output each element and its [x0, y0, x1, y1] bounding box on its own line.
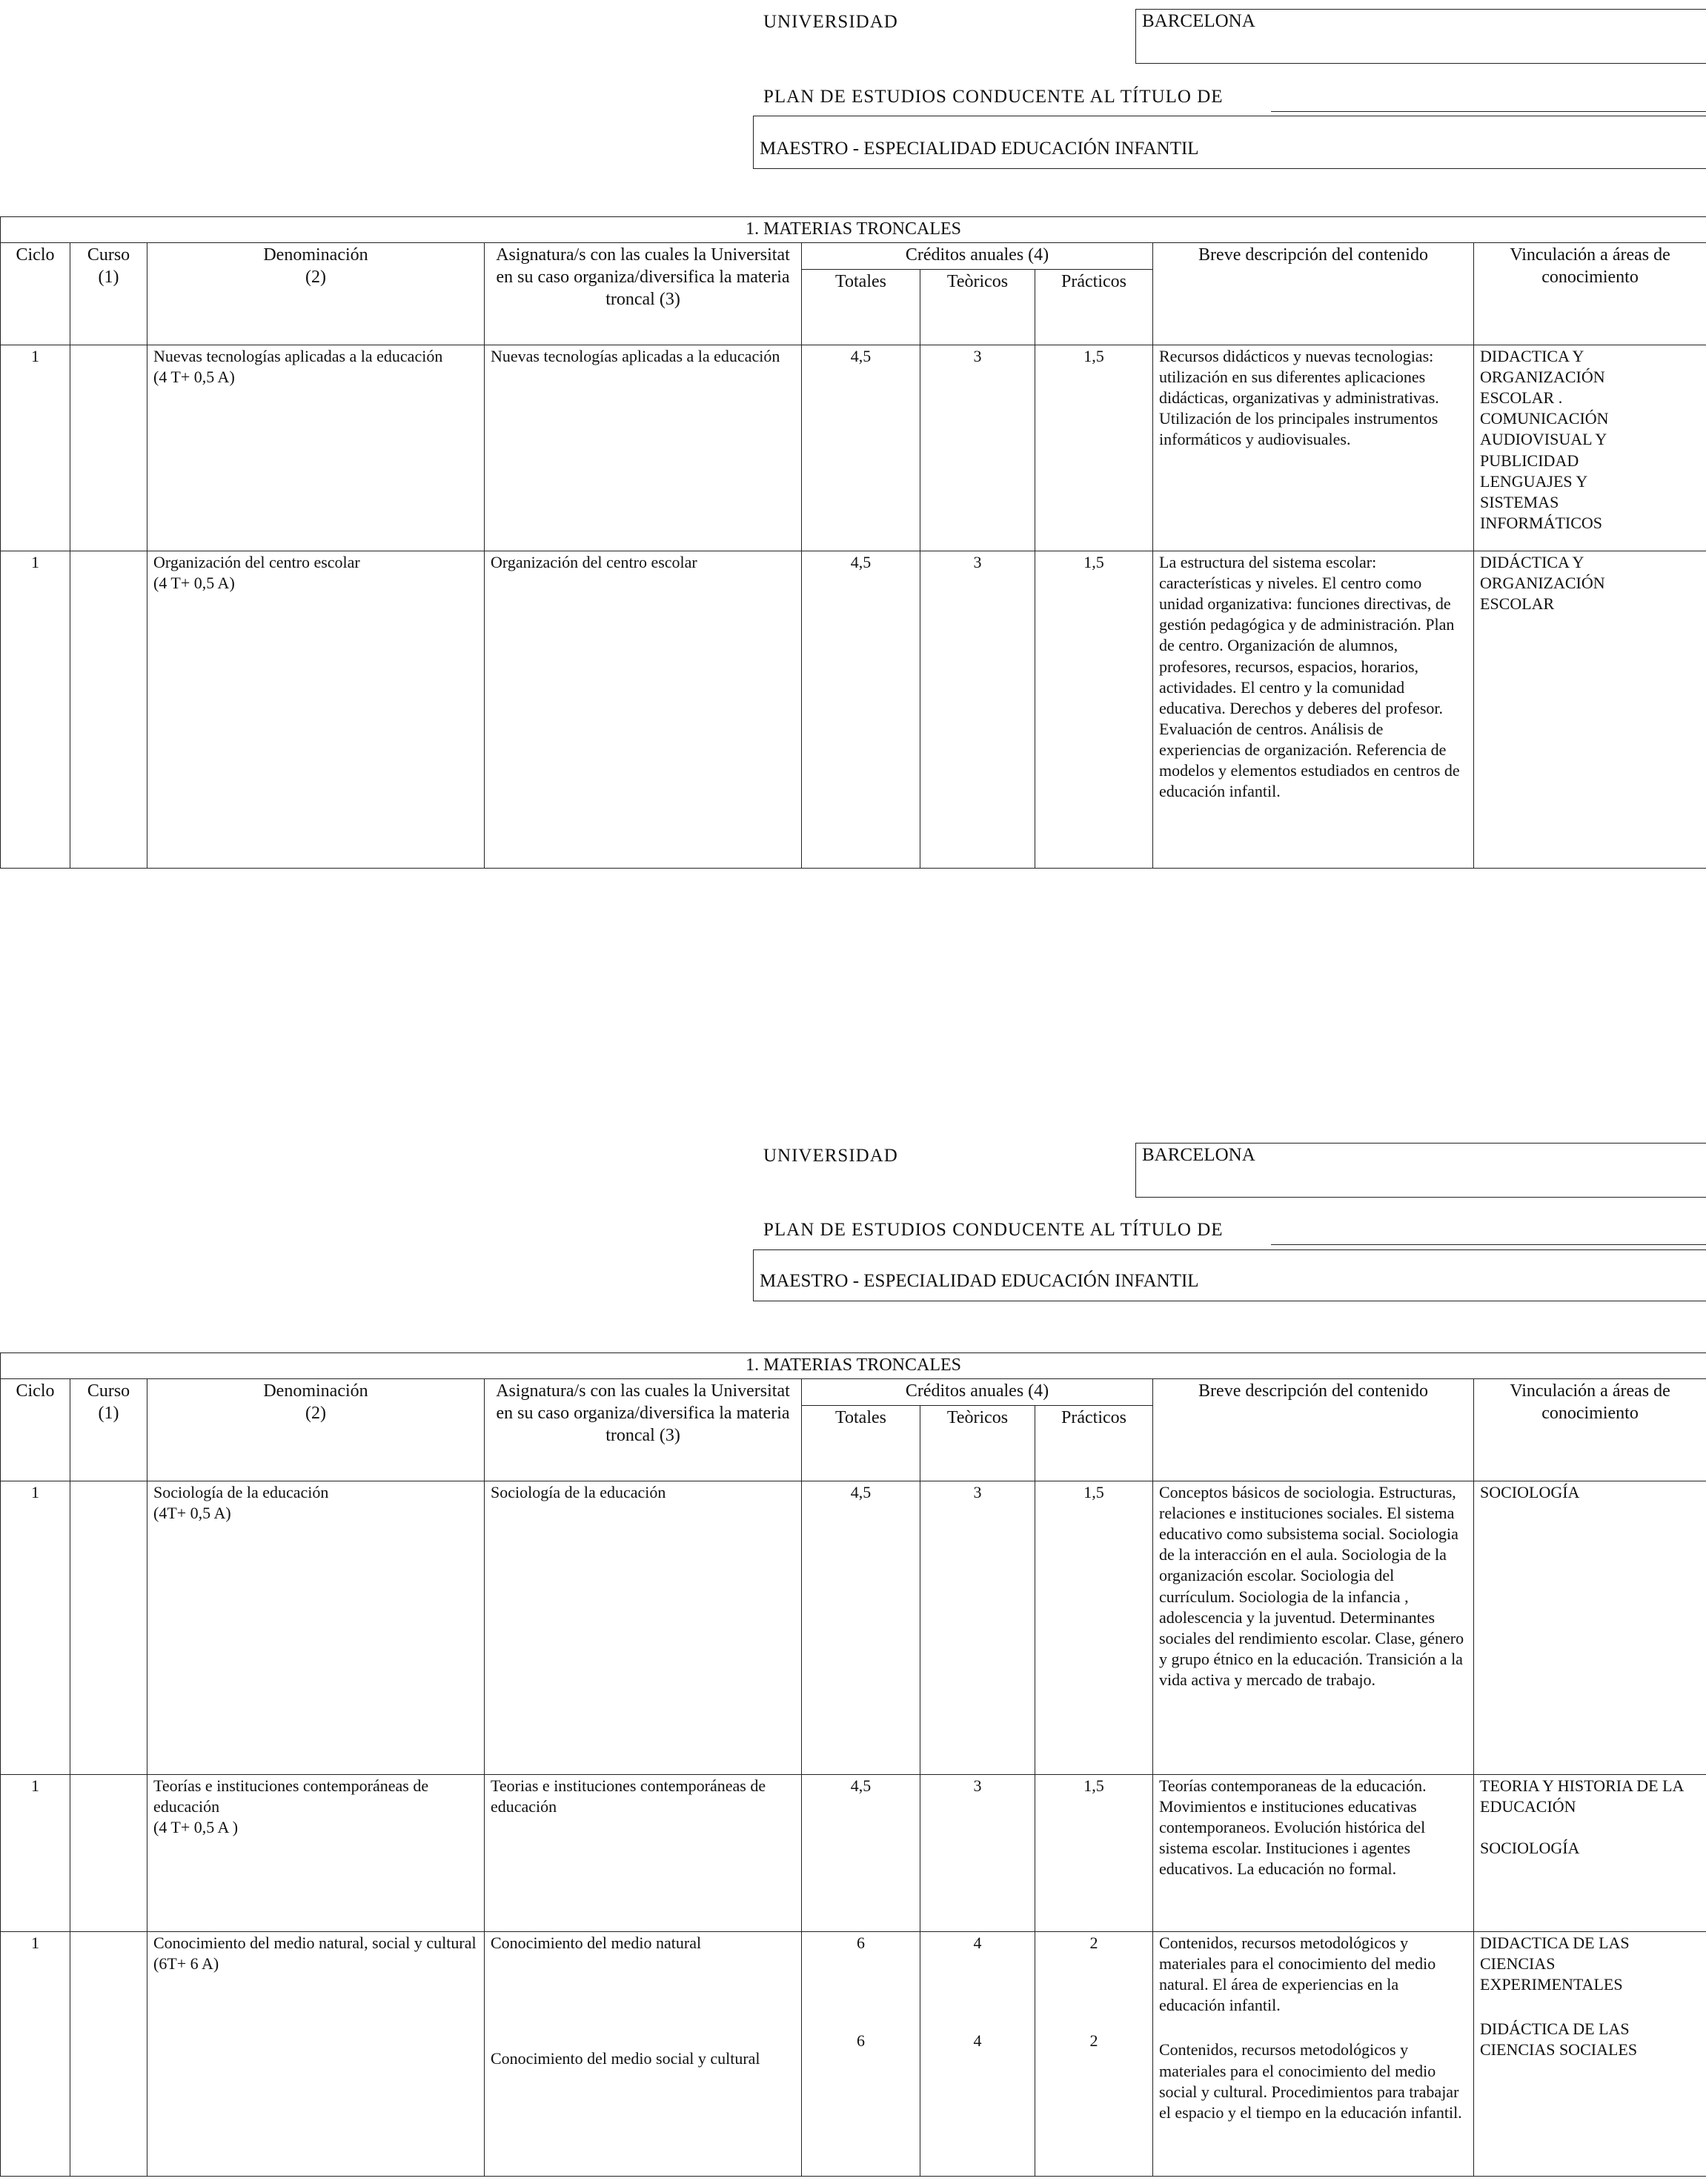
col-header-ciclo: Ciclo	[1, 1378, 70, 1481]
practicos-social: 2	[1089, 2031, 1098, 2050]
vinculacion-natural: DIDACTICA DE LAS CIENCIAS EXPERIMENTALES	[1480, 1933, 1630, 1994]
cell-vinculacion: SOCIOLOGÍA	[1474, 1481, 1706, 1774]
universidad-label: UNIVERSIDAD	[763, 12, 898, 32]
cell-curso	[70, 551, 147, 868]
col-header-creditos: Créditos anuales (4)	[802, 1378, 1153, 1405]
teoricos-natural: 4	[973, 1933, 982, 1952]
plan-underline	[1271, 1244, 1706, 1245]
universidad-label: UNIVERSIDAD	[763, 1146, 898, 1166]
cell-vinculacion: TEORIA Y HISTORIA DE LA EDUCACIÓN SOCIOLOGÍA	[1474, 1774, 1706, 1931]
col-header-asignaturas: Asignatura/s con las cuales la Universitat en su caso organiza/diversifica la materia troncal (3)	[485, 1378, 802, 1481]
table-row	[1, 1774, 1706, 1931]
titulo-field	[753, 1249, 1706, 1301]
cell-asignatura: Nuevas tecnologías aplicadas a la educación	[485, 345, 802, 551]
cell-ciclo: 1	[1, 1481, 70, 1774]
cell-descripcion: Teorías contemporaneas de la educación. Movimientos e instituciones educativas contemporaneos. Evolución histórica del sistema escolar. Instituciones i agentes educativos. La educación no formal.	[1153, 1774, 1474, 1931]
universidad-field	[1135, 9, 1706, 64]
cell-denominacion: Sociología de la educación (4T+ 0,5 A)	[147, 1481, 485, 1774]
cell-denominacion: Nuevas tecnologías aplicadas a la educación (4 T+ 0,5 A)	[147, 345, 485, 551]
table-row	[1, 1931, 1706, 2176]
cell-asignatura: Organización del centro escolar	[485, 551, 802, 868]
asignatura-natural: Conocimiento del medio natural	[491, 1933, 702, 1952]
totales-social: 6	[857, 2031, 865, 2050]
cell-totales: 4,5	[802, 345, 920, 551]
table-caption: 1. MATERIAS TRONCALES	[1, 217, 1706, 243]
cell-descripcion: La estructura del sistema escolar: características y niveles. El centro como unidad organizativa: funciones directivas, de gestión pedagógica y de administración. Plan de centro. Organización de alumnos, profesores, recursos, espacios, horarios, actividades. El centro y la comunidad educativa. Derechos y deberes del profesor. Evaluación de centros. Análisis de experiencias de organización. Referencia de modelos y elementos estudiados en centros de educación infantil.	[1153, 551, 1474, 868]
vinculacion-social: DIDÁCTICA DE LAS CIENCIAS SOCIALES	[1480, 2019, 1638, 2059]
plan-label: PLAN DE ESTUDIOS CONDUCENTE AL TÍTULO DE	[763, 1220, 1224, 1240]
cell-vinculacion: DIDACTICA Y ORGANIZACIÓN ESCOLAR . COMUNICACIÓN AUDIOVISUAL Y PUBLICIDAD LENGUAJES Y SISTEMAS INFORMÁTICOS	[1474, 345, 1706, 551]
cell-practicos	[1035, 1931, 1153, 2176]
col-header-vinculacion: Vinculación a áreas de conocimiento	[1474, 1378, 1706, 1481]
col-header-practicos: Prácticos	[1035, 1405, 1153, 1481]
universidad-field	[1135, 1143, 1706, 1198]
cell-curso	[70, 1931, 147, 2176]
col-header-creditos: Créditos anuales (4)	[802, 242, 1153, 269]
col-header-totales: Totales	[802, 269, 920, 345]
cell-descripcion	[1153, 1931, 1474, 2176]
cell-practicos: 1,5	[1035, 345, 1153, 551]
col-header-practicos: Prácticos	[1035, 269, 1153, 345]
cell-vinculacion	[1474, 1931, 1706, 2176]
col-header-descripcion: Breve descripción del contenido	[1153, 242, 1474, 345]
cell-ciclo: 1	[1, 1931, 70, 2176]
cell-asignatura	[485, 1931, 802, 2176]
col-header-descripcion: Breve descripción del contenido	[1153, 1378, 1474, 1481]
plan-label: PLAN DE ESTUDIOS CONDUCENTE AL TÍTULO DE	[763, 87, 1224, 107]
cell-denominacion: Organización del centro escolar (4 T+ 0,5 A)	[147, 551, 485, 868]
titulo-value: MAESTRO - ESPECIALIDAD EDUCACIÓN INFANTIL	[760, 139, 1199, 159]
cell-vinculacion: DIDÁCTICA Y ORGANIZACIÓN ESCOLAR	[1474, 551, 1706, 868]
titulo-value: MAESTRO - ESPECIALIDAD EDUCACIÓN INFANTIL	[760, 1271, 1199, 1291]
table-row	[1, 551, 1706, 868]
cell-asignatura: Sociología de la educación	[485, 1481, 802, 1774]
cell-ciclo: 1	[1, 551, 70, 868]
cell-teoricos: 3	[920, 345, 1035, 551]
cell-ciclo: 1	[1, 345, 70, 551]
cell-totales: 4,5	[802, 1481, 920, 1774]
cell-teoricos: 3	[920, 551, 1035, 868]
cell-denominacion: Conocimiento del medio natural, social y cultural (6T+ 6 A)	[147, 1931, 485, 2176]
plan-underline	[1271, 111, 1706, 112]
col-header-asignaturas: Asignatura/s con las cuales la Universitat en su caso organiza/diversifica la materia troncal (3)	[485, 242, 802, 345]
descripcion-social: Contenidos, recursos metodológicos y materiales para el conocimiento del medio social y cultural. Procedimientos para trabajar el espacio y el tiempo en la educación infantil.	[1159, 2040, 1462, 2122]
cell-totales: 4,5	[802, 1774, 920, 1931]
col-header-curso: Curso (1)	[70, 242, 147, 345]
cell-teoricos	[920, 1931, 1035, 2176]
cell-curso	[70, 345, 147, 551]
col-header-curso: Curso (1)	[70, 1378, 147, 1481]
col-header-vinculacion: Vinculación a áreas de conocimiento	[1474, 242, 1706, 345]
materias-troncales-table-2	[0, 1352, 1706, 2177]
cell-ciclo: 1	[1, 1774, 70, 1931]
cell-descripcion: Conceptos básicos de sociologia. Estructuras, relaciones e instituciones sociales. El sistema educativo como subsistema social. Sociologia de la interacción en el aula. Sociologia de la organización escolar. Sociologia del currículum. Sociologia de la infancia , adolescencia y la juventud. Determinantes sociales del rendimiento escolar. Clase, género y grupo étnico en la educación. Transición a la vida activa y mercado de trabajo.	[1153, 1481, 1474, 1774]
practicos-natural: 2	[1089, 1933, 1098, 1952]
col-header-denominacion: Denominación (2)	[147, 1378, 485, 1481]
cell-asignatura: Teorias e instituciones contemporáneas de educación	[485, 1774, 802, 1931]
cell-descripcion: Recursos didácticos y nuevas tecnologias: utilización en sus diferentes aplicaciones didácticas, organizativas y administrativas. Utilización de los principales instrumentos informáticos y audiovisuales.	[1153, 345, 1474, 551]
col-header-ciclo: Ciclo	[1, 242, 70, 345]
cell-practicos: 1,5	[1035, 1774, 1153, 1931]
cell-curso	[70, 1481, 147, 1774]
cell-curso	[70, 1774, 147, 1931]
totales-natural: 6	[857, 1933, 865, 1952]
col-header-teoricos: Teòricos	[920, 1405, 1035, 1481]
col-header-totales: Totales	[802, 1405, 920, 1481]
cell-totales: 4,5	[802, 551, 920, 868]
asignatura-social: Conocimiento del medio social y cultural	[491, 2048, 760, 2068]
table-row	[1, 1481, 1706, 1774]
cell-practicos: 1,5	[1035, 551, 1153, 868]
materias-troncales-table-1	[0, 216, 1706, 869]
descripcion-natural: Contenidos, recursos metodológicos y materiales para el conocimiento del medio natural. El área de experiencias en la educación infantil.	[1159, 1933, 1436, 2015]
table-caption: 1. MATERIAS TRONCALES	[1, 1353, 1706, 1379]
teoricos-social: 4	[973, 2031, 982, 2050]
cell-totales	[802, 1931, 920, 2176]
cell-teoricos: 3	[920, 1774, 1035, 1931]
universidad-value: BARCELONA	[1142, 1145, 1255, 1165]
cell-practicos: 1,5	[1035, 1481, 1153, 1774]
cell-denominacion: Teorías e instituciones contemporáneas de educación (4 T+ 0,5 A )	[147, 1774, 485, 1931]
universidad-value: BARCELONA	[1142, 11, 1255, 31]
col-header-teoricos: Teòricos	[920, 269, 1035, 345]
titulo-field	[753, 116, 1706, 169]
table-row	[1, 345, 1706, 551]
col-header-denominacion: Denominación (2)	[147, 242, 485, 345]
cell-teoricos: 3	[920, 1481, 1035, 1774]
